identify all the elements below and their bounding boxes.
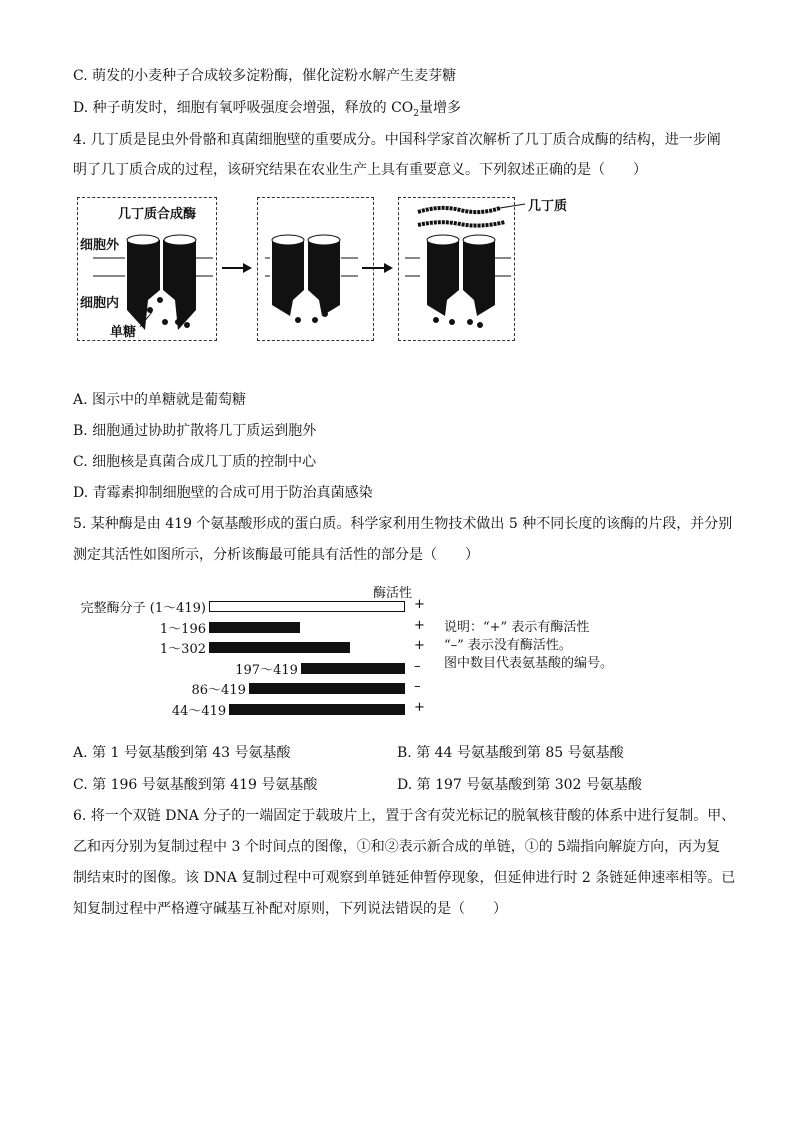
question-4-line-2: 明了几丁质合成的过程，该研究结果在农业生产上具有重要意义。下列叙述正确的是（ ） — [73, 162, 647, 178]
fragment-label: 1～302 — [159, 642, 206, 657]
question-4-line-1: 4. 几丁质是昆虫外骨骼和真菌细胞壁的重要成分。中国科学家首次解析了几丁质合成酶的结构，进一步阐 — [73, 132, 721, 148]
note-line-3: 图中数目代表氨基酸的编号。 — [444, 656, 614, 671]
fragment-label: 完整酶分子 (1～419) — [80, 601, 206, 616]
question-6-line-4: 知复制过程中严格遵守碱基互补配对原则，下列说法错误的是（ ） — [73, 901, 507, 917]
fragment-activity: + — [414, 699, 425, 715]
fragment-bar — [209, 642, 350, 653]
q4-option-c: C. 细胞核是真菌合成几丁质的控制中心 — [73, 454, 317, 470]
question-5-line-2: 测定其活性如图所示，分析该酶最可能具有活性的部分是（ ） — [73, 547, 479, 563]
q5-option-a: A. 第 1 号氨基酸到第 43 号氨基酸 — [73, 745, 291, 761]
activity-header: 酶活性 — [373, 586, 413, 601]
question-6-line-1: 6. 将一个双链 DNA 分子的一端固定于载玻片上，置于含有荧光标记的脱氧核苷酸的体系中进行复制。甲、 — [73, 808, 736, 824]
fragment-bar — [209, 622, 300, 633]
fragment-activity: – — [414, 679, 421, 694]
fragment-activity: + — [414, 597, 425, 612]
q4-option-d: D. 青霉素抑制细胞壁的合成可用于防治真菌感染 — [73, 485, 373, 501]
option-d-q3: D. 种子萌发时，细胞有氧呼吸强度会增强，释放的 $CO_2$量增多 — [73, 100, 461, 119]
fragment-label: 1～196 — [159, 621, 206, 637]
q4-option-a: A. 图示中的单糖就是葡萄糖 — [73, 392, 247, 408]
question-5-line-1: 5. 某种酶是由 419 个氨基酸形成的蛋白质。科学家利用生物技术做出 5 种不同长度的该酶的片段，并分别 — [73, 516, 733, 532]
fragment-bar — [249, 683, 405, 694]
chitin-label: 几丁质 — [528, 199, 568, 214]
question-6-line-3: 制结束时的图像。该 DNA 复制过程中可观察到单链延伸暂停现象，但延伸进行时 2 条链延伸速率相等。已 — [73, 870, 736, 886]
fragment-bar — [209, 601, 405, 612]
note-line-1: 说明：“+” 表示有酶活性 — [444, 620, 590, 635]
question-6-line-2: 乙和丙分别为复制过程中 3 个时间点的图像，①和②表示新合成的单链，①的 5端指向解旋方向，丙为复 — [73, 839, 721, 855]
inside-label: 细胞内 — [80, 296, 120, 311]
fragment-activity: + — [414, 638, 425, 653]
fragment-activity: + — [414, 617, 425, 633]
chitin-synthase-drawing — [0, 0, 794, 360]
fragment-label: 197～419 — [235, 662, 298, 678]
fragment-bar — [301, 663, 405, 674]
fragment-label: 44～419 — [171, 703, 227, 719]
fragment-label: 86～419 — [191, 683, 246, 698]
q5-option-c: C. 第 196 号氨基酸到第 419 号氨基酸 — [73, 777, 318, 793]
sugar-label: 单糖 — [110, 325, 137, 340]
fragment-bar — [229, 704, 405, 715]
outside-label: 细胞外 — [80, 238, 120, 253]
q5-option-d: D. 第 197 号氨基酸到第 302 号氨基酸 — [397, 777, 642, 793]
q5-option-b: B. 第 44 号氨基酸到第 85 号氨基酸 — [397, 745, 624, 761]
q4-option-b: B. 细胞通过协助扩散将几丁质运到胞外 — [73, 423, 317, 439]
note-line-2: “–” 表示没有酶活性。 — [444, 638, 572, 653]
option-c-q3: C. 萌发的小麦种子合成较多淀粉酶，催化淀粉水解产生麦芽糖 — [73, 68, 457, 84]
enzyme-label: 几丁质合成酶 — [118, 207, 197, 222]
fragment-activity: – — [414, 658, 421, 674]
